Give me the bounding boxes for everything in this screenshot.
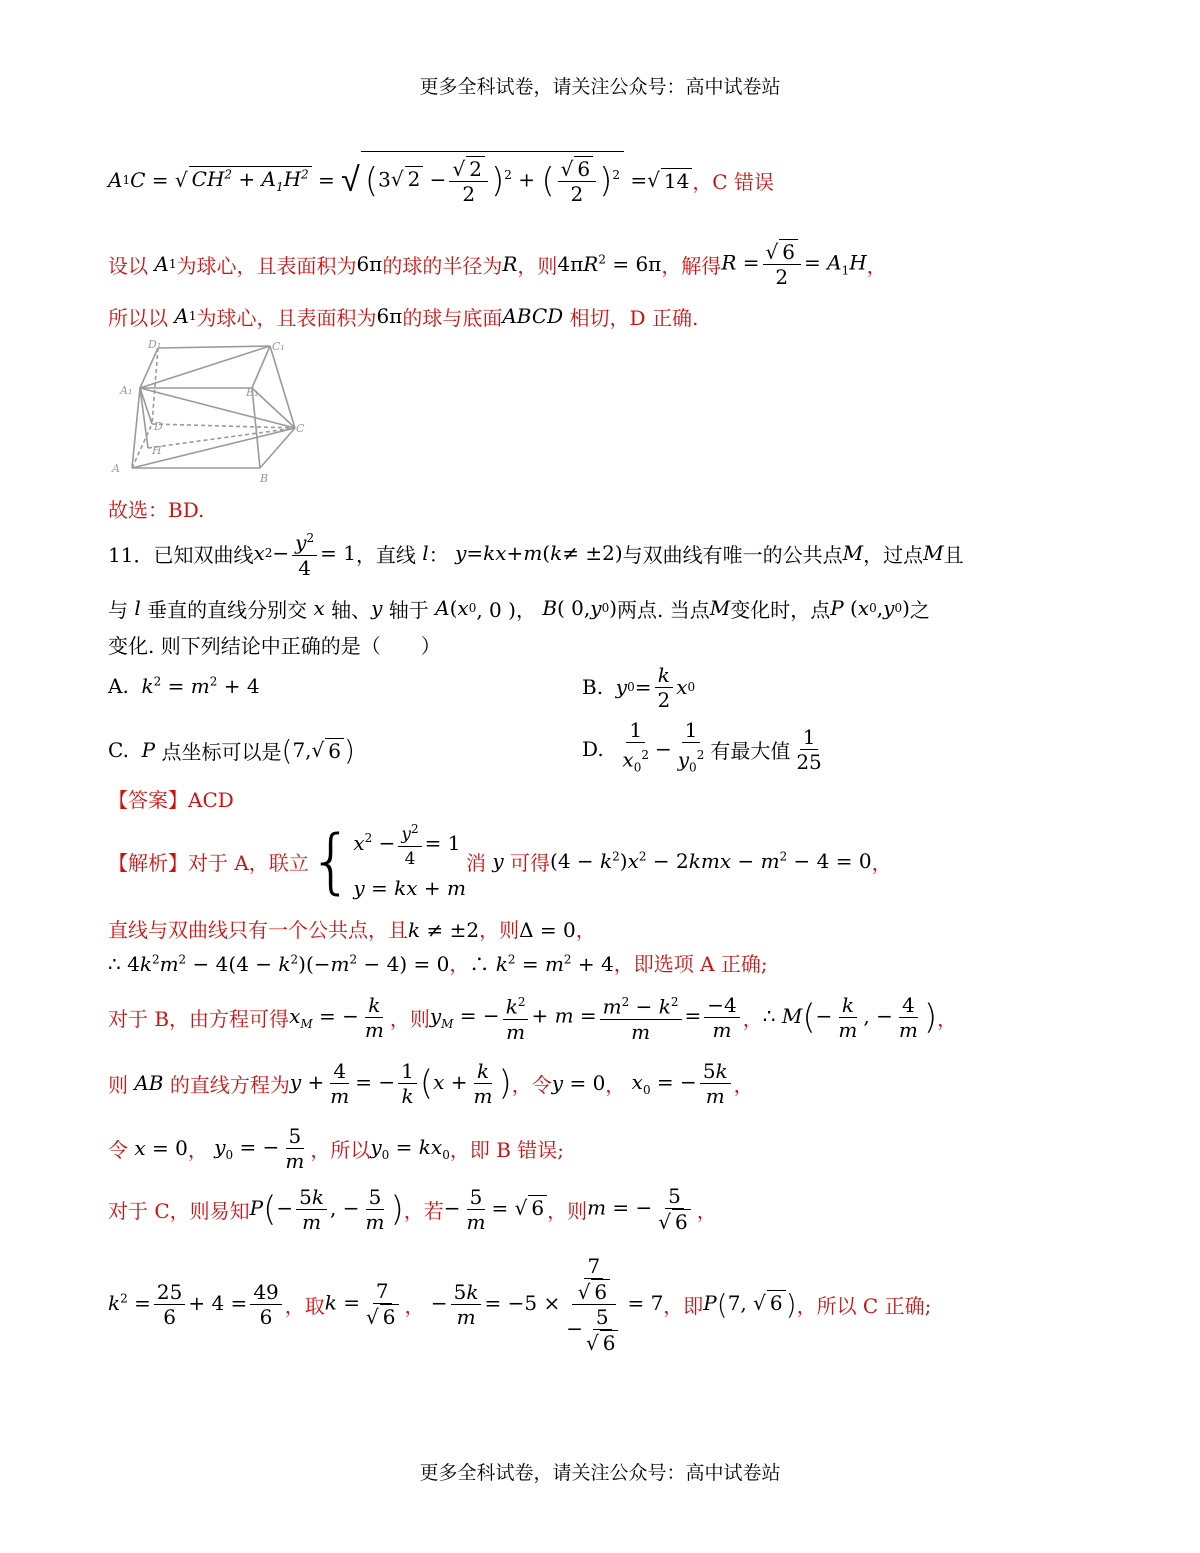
eq-a1c: A 1 C = √ $CH^2 + A_1H^2$ = √ (3√ 2 − √ $\frac{2}{2}$ )$^2$ + ( √ $\frac{6}{2}$ )$^2$ = √ 14 ，C 错误 (108, 140, 1200, 220)
analysis-s5: 令 x = 0 ， $y_0$ = − $\frac{5}{m}$ ，所以 $y_0 = kx_0$ ，即 B 错误; (108, 1123, 564, 1173)
label-b: B (260, 472, 269, 485)
label-a1: A₁ (120, 384, 133, 397)
q11-line2: 与 l 垂直的直线分别交 x 轴、 y 轴于 A ( x 0 , 0 )， B ( 0, y 0 ) 两点. 当点 M 变化时，点 P ( x 0 , y 0 ) 之 (108, 596, 930, 622)
analysis-s1: 直线与双曲线只有一个公共点，且k ≠ ±2，则Δ = 0， (108, 918, 596, 942)
q11-line1: 11．已知双曲线 x 2 − $\frac{y^2}{4}$ = 1 ，直线 l ： y = kx + m ( k ≠ ±2) 与双曲线有唯一的公共点 M ， 过点 M 且 (108, 528, 1200, 578)
analysis-s4: 则 AB 的直线方程为 y + $\frac{4}{m}$ = − $\frac{1}{k}$ (x + $\frac{k}{m}$ ) ，令 y = 0 ， $x_0$ = − $\frac{5k}{m}$ ， (108, 1058, 754, 1108)
q11-line3: 变化. 则下列结论中正确的是（ ） (108, 634, 441, 658)
label-h: H (152, 444, 162, 457)
analysis-s7: $k^2$ = $\frac{25}{6}$ + 4 = $\frac{49}{6}$ ，取 k = 7 √ 6 ， − $\frac{5k}{m}$ = −5 × 7 √ 6 − 5 √ 6 = 7 ，即 P(7, √ 6 ) ，所以 C 正确; (108, 1244, 1200, 1364)
tangent-line: 所以以 A 1 为球心，且表面积为 6π 的球与底面 ABCD 相切，D 正确. (108, 304, 699, 330)
option-a: A. $k^2 = m^2 + 4$ (108, 674, 260, 698)
label-d: D (154, 420, 163, 433)
page-header: 更多全科试卷，请关注公众号：高中试卷站 (419, 76, 781, 98)
analysis-s6: 对于 C，则易知 P(− $\frac{5k}{m}$ , − $\frac{5}{m}$ ) ，若 − $\frac{5}{m}$ = √ 6 ，则 m = − 5 √ 6 ， (108, 1180, 1200, 1238)
answer: 【答案】ACD (108, 788, 234, 812)
label-c1: C₁ (272, 340, 285, 353)
option-d: D. $\frac{1}{x_0^2}$ − $\frac{1}{y_0^2}$ 有最大值 $\frac{1}{25}$ (582, 718, 822, 775)
label-c: C (296, 422, 305, 435)
sphere-radius-line: 设以 A 1 为球心，且表面积为 6π 的球的半径为 R ，则 $4\pi R^2 = 6\pi$ ，解得 R = √ $\frac{6}{2}$ = $A_1H$ ， (108, 236, 1200, 292)
analysis-a: 【解析】对于 A，联立 { $x^2$ − $\frac{y^2}{4}$ = 1 y = kx + m 消 y 可得 $(4 - k^2)x^2 - 2kmx - m^2 - 4 = 0$ ， (108, 818, 1200, 904)
label-d1: D₁ (148, 338, 162, 351)
label-b1: B₁ (246, 386, 259, 399)
analysis-s2: ∴ $4k^2m^2 - 4(4 - k^2)(-m^2 - 4) = 0$，∴ $k^2 = m^2 + 4$，即选项 A 正确; (108, 952, 768, 976)
option-b: B. y 0 = $\frac{k}{2}$ x 0 (582, 662, 696, 712)
c-wrong-text: ，C 错误 (692, 169, 774, 194)
page-footer: 更多全科试卷，请关注公众号：高中试卷站 (419, 1462, 781, 1484)
label-a: A (112, 462, 120, 475)
option-c: C. P 点坐标可以是 ( 7, √ 6 ) (108, 730, 508, 770)
prism-figure (110, 336, 310, 486)
select-answer: 故选：BD. (108, 498, 205, 522)
analysis-s3: 对于 B，由方程可得 $x_M$ = − $\frac{k}{m}$ ，则 $y_M$ = − $\frac{k^2}{m}$ + m = $\frac{m^2 - k^2}{m}$ = $\frac{-4}{m}$ ， ∴ M(− $\frac{k}{m}$ , − $\frac{4}{m}$ ) ， (108, 988, 1200, 1046)
